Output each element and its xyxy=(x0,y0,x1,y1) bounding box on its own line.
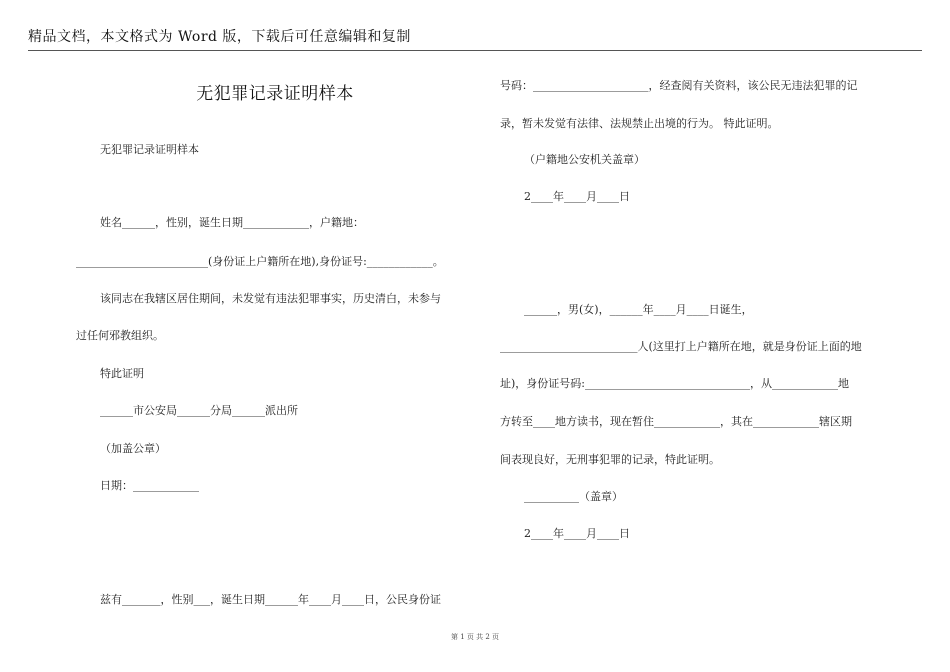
right-paragraph-line: （户籍地公安机关盖章） xyxy=(524,153,645,166)
document-header: 精品文档，本文格式为 Word 版，下载后可任意编辑和复制 xyxy=(28,29,411,45)
right-paragraph-line: 方转至____地方读书，现在暂住____________，其在____________辖区期 xyxy=(500,415,852,428)
page-indicator: 第 1 页 共 2 页 xyxy=(450,633,500,641)
left-paragraph-line: 特此证明 xyxy=(100,367,144,380)
right-paragraph-line: 2____年____月____日 xyxy=(524,527,630,540)
right-paragraph-line: _________________________人(这里打上户籍所在地，就是身份证上面的地 xyxy=(500,340,862,353)
right-paragraph-line: 间表现良好，无刑事犯罪的记录，特此证明。 xyxy=(500,453,720,466)
left-paragraph-line: 兹有_______，性别___，诞生日期______年____月____日，公民身份证 xyxy=(100,593,441,606)
left-paragraph-line: 该同志在我辖区居住期间，未发觉有违法犯罪事实，历史清白，未参与 xyxy=(100,292,441,305)
right-paragraph-line: 2____年____月____日 xyxy=(524,190,630,203)
right-paragraph-line: ______，男(女)，______年____月____日诞生， xyxy=(524,303,753,316)
header-divider xyxy=(28,50,922,51)
left-paragraph-line: 过任何邪教组织。 xyxy=(76,329,164,342)
left-paragraph-line: （加盖公章） xyxy=(100,442,166,455)
right-paragraph-line: 录，暂未发觉有法律、法规禁止出境的行为。 特此证明。 xyxy=(500,117,779,130)
left-paragraph-line: ________________________(身份证上户籍所在地),身份证号:____________。 xyxy=(76,255,444,268)
left-paragraph-line: 姓名______，性别，诞生日期____________，户籍地： xyxy=(100,216,364,229)
left-paragraph-line: ______市公安局______分局______派出所 xyxy=(100,404,298,417)
right-paragraph-line: 号码：_____________________，经查阅有关资料，该公民无违法犯罪的记 xyxy=(500,79,858,92)
document-title: 无犯罪记录证明样本 xyxy=(196,84,354,104)
right-paragraph-line: __________（盖章） xyxy=(524,490,623,503)
left-paragraph-line: 日期：____________ xyxy=(100,479,199,492)
right-paragraph-line: 址)，身份证号码:______________________________，从____________地 xyxy=(500,377,849,390)
subtitle-line: 无犯罪记录证明样本 xyxy=(100,143,199,156)
